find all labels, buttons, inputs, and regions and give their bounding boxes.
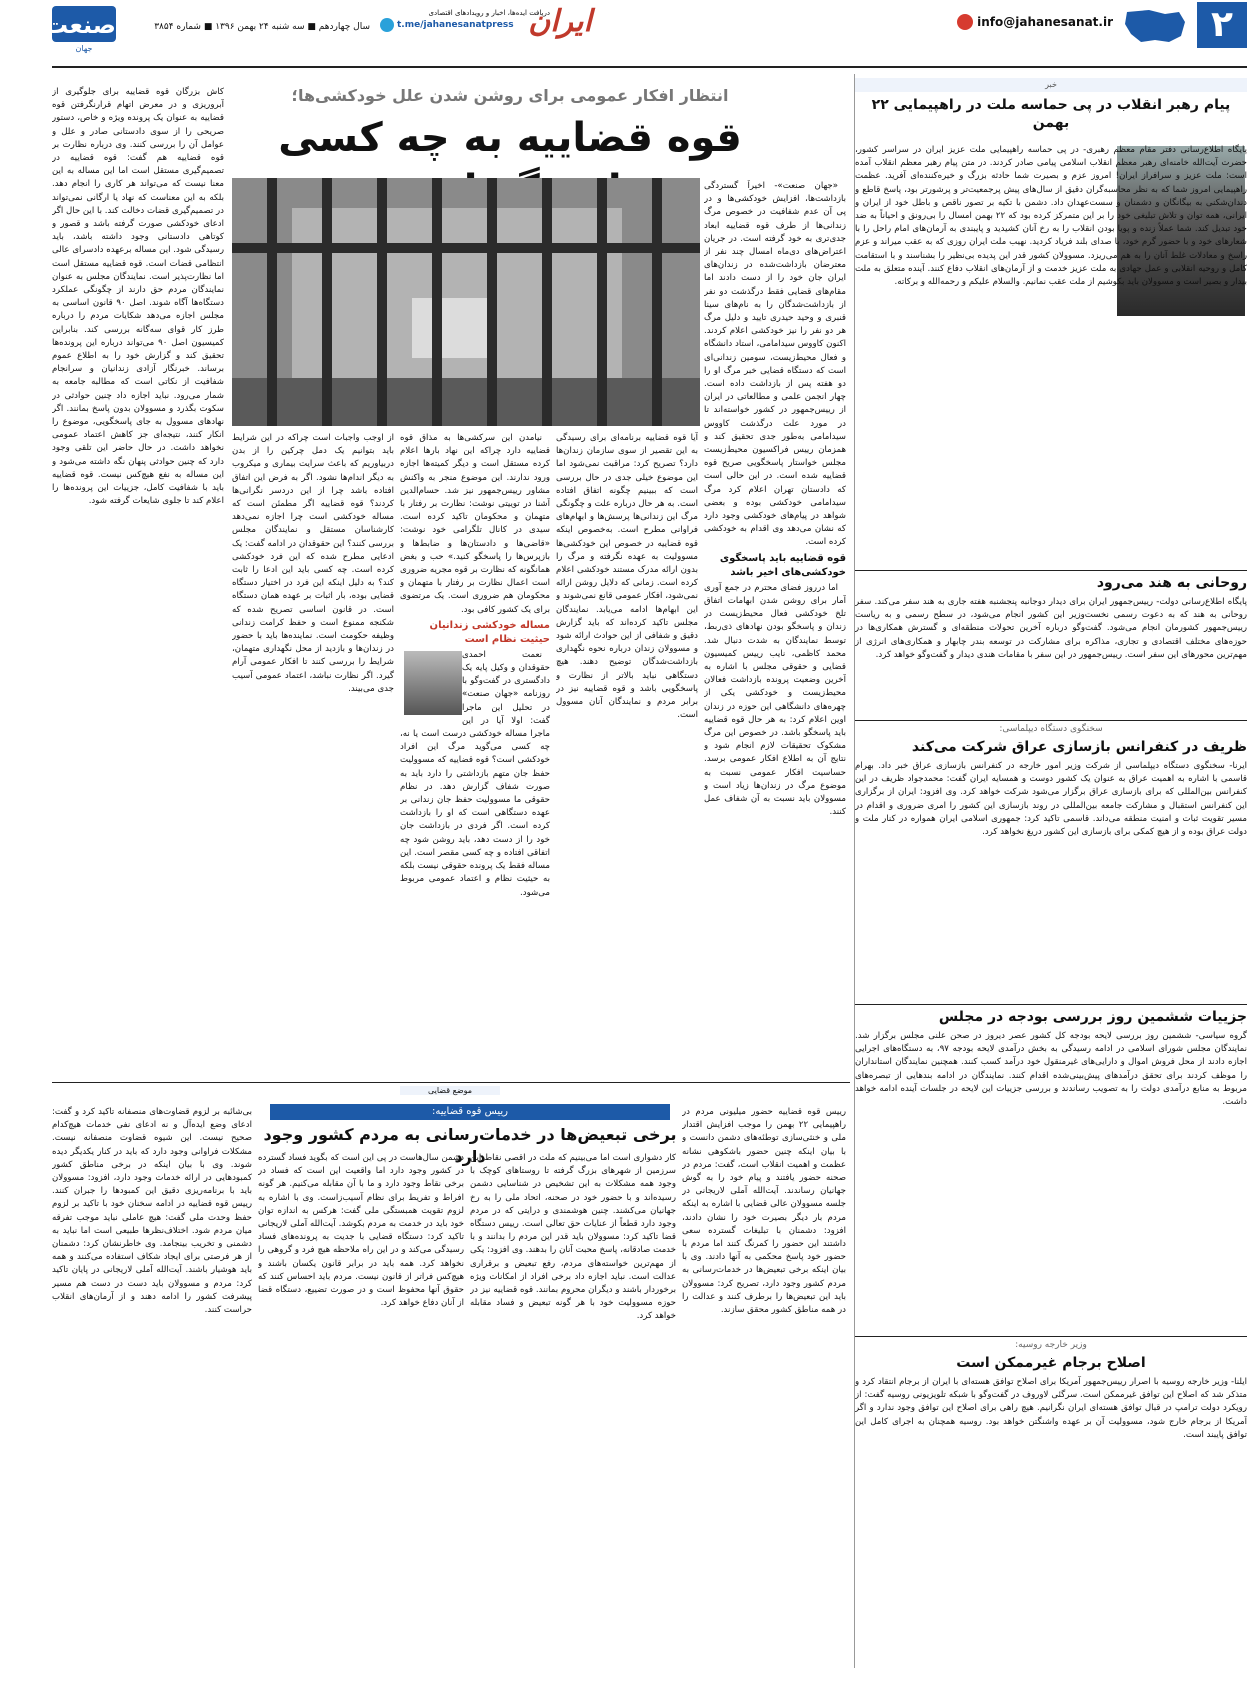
issue-info: سال چهاردهم ■ سه شنبه ۲۴ بهمن ۱۳۹۶ ■ شماره ۳۸۵۴ xyxy=(154,22,370,32)
main-col1-text: «جهان صنعت»- اخیراً گستردگی بازداشت‌ها، افزایش خودکشی‌ها و در پی آن عدم شفافیت در خصوص مرگ زندانی‌ها از طرف قوه قضاییه ابعاد جدی‌تری به خود گرفته است. در جریان اعتراض‌های دی‌ماه امسال چند نفر از معترضان بازداشت‌شده در زندان‌های ایران جان خود را از دست دادند اما مقام‌های قضایی فقط درگذشت دو نفر از بازداشت‌شدگان را به نام‌های سینا قنبری و وحید حیدری تایید و دلیل مرگ هر دو نفر را نیز خودکشی اعلام کردند. اکنون کاووس سیدامامی، استاد دانشگاه و فعال محیط‌زیست، سومین زندانی‌ای است که دستگاه قضایی خبر مرگ او را دو هفته پس از بازداشت داده است. چهار انجمن علمی و مطالعاتی در ایران از رییس‌جمهور در کشور خواسته‌اند تا در مورد علت درگذشت کاووس سیدامامی به‌طور جدی تحقیق کند و همزمان رییس فراکسیون محیط‌زیست مجلس خواستار پاسخگویی صریح قوه قضاییه شده است. در این حالی است که دادستان تهران اعلام کرد مرگ سیدامامی خودکشی بوده و بعضی شواهد در پیام‌های خودکشی وجود دارد که نشان می‌دهد وی اقدام به خودکشی کرده است. xyxy=(704,181,846,548)
main-col1b-text: اما درروز فضای محترم در جمع آوری آمار برای روشن شدن ابهامات اتفاق تلخ خودکشی فعال محیط‌زیست در زندان و پاسخگو بودن نهادهای ذی‌ربط، توسط نمایندگان به شدت دنبال شد. محمد کاظمی، نایب رییس کمیسیون قضایی و حقوقی مجلس با اشاره به آخرین وضعیت پرونده بازداشت فعالان محیط‌زیست و خودکشی یکی از چهره‌های دانشگاهی این حوزه در زندان اوین اعلام کرد: به هر حال قوه قضاییه باید پاسخگو باشد. در خصوص این مرگ مشکوک تحقیقات لازم انجام شود و نتایج آن به اطلاع افکار عمومی برسد. حساسیت افکار عمومی نسبت به موضوع مرگ در زندان‌ها زیاد است و مسوولان باید نسبت به آن شفاف عمل کنند. xyxy=(704,582,846,818)
sidebar-label: خبر xyxy=(1045,80,1057,89)
sidebar-story-3-kicker: سخنگوی دستگاه دیپلماسی: xyxy=(999,724,1103,734)
bottom-kicker: رییس قوه قضاییه: xyxy=(432,1106,508,1117)
sidebar-story-5-body: ایلنا- وزیر خارجه روسیه با اصرار رییس‌جمهور آمریکا برای اصلاح توافق هسته‌ای با ایران از برجام انتقاد کرد و متذکر شد که اصلاح این توافق غیرممکن است. سرگئی لاوروف در گفت‌وگو با شبکه تلویزیونی روسیه گفت: از رویکرد دولت ترامپ در قبال توافق هسته‌ای ایران نگرانیم. هیچ راهی برای اصلاح این توافق وجود ندارد و اگر آمریکا از برجام خارج شود، مسوولیت آن بر عهده واشنگتن خواهد بود. روسیه همچنان به اجرای کامل این توافق پایبند است. xyxy=(855,1377,1247,1440)
sidebar-story-3-body: ایرنا- سخنگوی دستگاه دیپلماسی از شرکت وزیر امور خارجه در کنفرانس بازسازی عراق خبر داد. بهرام قاسمی با اشاره به اهمیت عراق به عنوان یک کشور دوست و همسایه ایران گفت: محمدجواد ظریف در این کنفرانس بین‌المللی که برای بازسازی عراق برگزار می‌شود شرکت خواهد کرد. وی افزود: ایران از برگزاری این کنفرانس استقبال و مشارکت جامعه بین‌المللی در روند بازسازی این کشور را امری ضروری و اقدام در مسیر تقویت ثبات و امنیت منطقه می‌داند. قاسمی تاکید کرد: جمهوری اسلامی ایران همواره در کنار ملت و دولت عراق بوده و از هیچ کمکی برای بازسازی این کشور دریغ نخواهد کرد. xyxy=(855,761,1247,838)
bottom-col1: رییس قوه قضاییه حضور میلیونی مردم در راهپیمایی ۲۲ بهمن را موجب افزایش اقتدار ملی و خنثی‌سازی توطئه‌های دشمن دانست و با بیان اینکه چنین حضور باشکوهی نشانه عظمت و اهمیت انقلاب است، گفت: مردم در صحنه حضور یافتند و پیام خود را به گوش جهانیان رساندند. آیت‌الله آملی لاریجانی در جلسه مسوولان عالی قضایی با اشاره به اینکه مردم بار دیگر بصیرت خود را نشان دادند، افزود: دشمنان با تبلیغات گسترده سعی داشتند این حضور را کمرنگ کنند اما مردم با حضور خود پاسخ محکمی به آنها دادند. وی با بیان اینکه برخی تبعیض‌ها در خدمات‌رسانی به مردم کشور وجود دارد، تصریح کرد: مسوولان باید این تبعیض‌ها را برطرف کنند و عدالت را در همه مناطق کشور محقق سازند. xyxy=(682,1107,846,1316)
main-title: قوه قضاییه به چه کسی xyxy=(278,115,742,161)
sidebar-story-5-kicker: وزیر خارجه روسیه: xyxy=(1015,1340,1087,1350)
sidebar-story-2-title: روحانی به هند می‌رود xyxy=(1096,575,1247,591)
sidebar-story-3-title: ظریف در کنفرانس بازسازی عراق شرکت می‌کند xyxy=(911,739,1247,755)
main-col2: آیا قوه قضاییه برنامه‌ای برای رسیدگی به این تقصیر از سوی سازمان زندان‌ها دارد؟ تصریح کرد: مراقبت نمی‌شود اما این موضوع خیلی جدی در حال بررسی است که ببینیم چگونه اتفاق افتاده است. به هر حال درباره علت و چگونگی مرگ این زندانی‌ها پرسش‌ها و ابهام‌های فراوانی مطرح است. به‌خصوص اینکه قوه قضاییه در خصوص این خودکشی‌ها مسوولیت به عهده نگرفته و مرگ را بدون ارائه مدرک مستند خودکشی اعلام کرده است. زمانی که دلایل روشن ارائه نمی‌شود، افکار عمومی قانع نمی‌شوند و این ابهام‌ها ادامه می‌یابد. نمایندگان مجلس تاکید کرده‌اند که باید گزارش دقیق و شفافی از این حوادث ارائه شود و مسوولان زندان درباره نحوه نگهداری بازداشت‌شدگان توضیح دهند. هیچ دستگاهی نباید بالاتر از نظارت و پاسخگویی باشد و قوه قضاییه نیز در برابر مردم و نمایندگان آنان مسوول است. xyxy=(556,433,698,721)
bottom-col4: بی‌شائبه بر لزوم قضاوت‌های منصفانه تاکید کرد و گفت: ادعای وضع ایده‌آل و نه ادعای نفی خدمات هیچ‌کدام صحیح نیست. این شیوه قضاوت منصفانه نیست. مشکلات فراوانی وجود دارد که باید در کنار یکدیگر دیده شوند. وی با بیان اینکه در برخی مناطق کشور کمبودهایی در ارائه خدمات وجود دارد، افزود: مسوولان باید با برنامه‌ریزی دقیق این کمبودها را جبران کنند. رییس قوه قضاییه در ادامه سخنان خود با تاکید بر لزوم حفظ وحدت ملی گفت: هیچ عاملی نباید موجب تفرقه میان مردم شود. اختلاف‌نظرها طبیعی است اما نباید به دشمنی و تخریب بینجامد. وی خاطرنشان کرد: دشمنان از هر فرصتی برای ایجاد شکاف استفاده می‌کنند و همه باید هوشیار باشند. آیت‌الله آملی لاریجانی در پایان تاکید کرد: مردم و مسوولان باید دست در دست هم مسیر پیشرفت کشور را ادامه دهند و از آرمان‌های انقلاب حراست کنند. xyxy=(52,1107,252,1316)
main-col1-subhead: قوه قضاییه باید پاسخگوی خودکشی‌های اخیر باشد xyxy=(719,552,846,578)
sidebar-story-1-title: پیام رهبر انقلاب در پی حماسه ملت در راهپیمایی ۲۲ بهمن xyxy=(871,97,1231,131)
telegram-label: دریافت ایده‌ها، اخبار و رویدادهای اقتصادی xyxy=(428,9,550,17)
main-kicker: انتظار افکار عمومی برای روشن شدن علل خودکشی‌ها؛ xyxy=(291,86,729,105)
prison-cell-photo xyxy=(232,178,700,426)
telegram-icon xyxy=(380,18,394,32)
bottom-kicker-bar xyxy=(270,1104,670,1120)
main-col4: از اوجب واجبات است چراکه در این شرایط باید بتوانیم یک دمل چرکین را از بدن دربیاوریم که باعث سرایت بیماری و میکروب به دیگر اندام‌ها نشود. اگر به فرض این اتفاق افتاده باشد چرا از این دردسر نگرانی‌ها کردند؟ قوه قضاییه اگر مطمئن است که مساله خودکشی است چرا اجازه نمی‌دهد کارشناسان مستقل و نمایندگان مجلس بررسی کنند؟ این حقوقدان در ادامه گفت: یک ادعایی مطرح شده که این فرد خودکشی کرده است. چه کسی باید این ادعا را ثابت کند؟ به دلیل اینکه این فرد در اختیار دستگاه قضایی بوده، بار اثبات بر عهده همان دستگاه است. در قانون اساسی تصریح شده که شکنجه ممنوع است و حفظ کرامت زندانی وظیفه حکومت است. نماینده‌ها باید با حضور در زندان‌ها و بازدید از محل نگهداری متهمان، شرایط را بررسی کنند تا افکار عمومی آرام گیرد. اگر نظارت نباشد، اعتماد عمومی آسیب جدی می‌بیند. xyxy=(232,433,394,694)
bottom-col3: دشمن سال‌هاست در پی این است که بگوید فساد گسترده در کشور وجود دارد اما واقعیت این است که فساد در برخی نقاط وجود دارد و ما با آن مقابله می‌کنیم. هر گونه افراط و تفریط برای نظام آسیب‌زاست. وی با اشاره به لزوم تقویت همبستگی ملی گفت: هرکس به اندازه توان خود باید در خدمت به مردم بکوشد. آیت‌الله آملی لاریجانی تاکید کرد: دستگاه قضایی با جدیت به پرونده‌های فساد رسیدگی می‌کند و در این راه ملاحظه هیچ فرد و گروهی را نخواهد کرد. همه باید در برابر قانون یکسان باشند و هیچ‌کس فراتر از قانون نیست. مردم باید احساس کنند که حقوق آنها محفوظ است و در صورت تضییع، دستگاه قضا از آنان دفاع خواهد کرد. xyxy=(258,1153,464,1309)
sidebar-story-1-body: پایگاه اطلاع‌رسانی دفتر مقام معظم رهبری- در پی حماسه راهپیمایی ملت عزیز ایران در سراسر کشور، حضرت آیت‌الله خامنه‌ای رهبر معظم انقلاب اسلامی پیامی صادر کردند. در متن پیام رهبر معظم انقلاب آمده است: ملت عزیز و سرافراز ایران! امروز عزم و بصیرت شما حادثه بزرگ و خیره‌کننده‌ای آفرید. عظمت راهپیمایی امروز شما که به نظر محاسبه‌گران دقیق از سال‌های پیش پرجمعیت‌تر و پرشورتر بود، پاسخ قاطع و دندان‌شکنی به بیگانگان و دشمنان و سست‌عهدان داد. دشمن با تکیه بر تصور ناقص و باطل خود از ایران و ایرانی، همه توان و تلاش تبلیغی خود را بر این متمرکز کرده بود که ۲۲ بهمن امسال را بی‌رونق و احیاناً به ضد خود تبدیل کند. شما عملاً زنده و پویا بودن انقلاب را به رخ آنان کشیدید و پایبندی به آرمان‌های امام راحل را با شعارهای خود و با حضور گرم خود، با صدای بلند فریاد کردید. نهیب ملت ایران روزی که به عقب میراند و عزم راسخ و معادلات غلط آنان را به هم می‌ریزد. مسوولان کشور قدر این پدیده بی‌نظیر را بشناسند و با استقامت کامل و روحیه انقلابی و عمل جهادی به ملت عزیز خدمت و از آرمان‌های انقلاب دفاع کنند. آینده متعلق به ملت بیدار و بصیر است و مسوولان باید بکوشیم از ملت عقب نمانیم. والسلام علیکم و رحمه‌الله و برکاته. xyxy=(855,145,1247,288)
main-col3-text: نیامدن این سرکشی‌ها به مذاق قوه قضاییه دارد چراکه این نهاد بارها اعلام کرده مستقل است و دیگر کمیته‌ها اجازه ورود ندارند. این موضوع منجر به واکنش مشاور رییس‌جمهور نیز شد. حسام‌الدین آشنا در توییتی نوشت: نظارت بر رفتار با متهمان و محکومان تاکید کرده است. سیدی در کانال تلگرامی خود نوشت: «قاضی‌ها و دادستان‌ها و ضابط‌ها و بازپرس‌ها را پاسخگو کنید.» حب و بغض همانگونه که نظارت بر قوه مجریه ضروری است اعمال نظارت بر رفتار با متهمان و محکومان هم ضروری است. یک مرتضوی برای یک کشور کافی بود. xyxy=(400,433,550,615)
masthead-logo xyxy=(44,6,116,42)
sidebar-story-5-title: اصلاح برجام غیرممکن است xyxy=(956,1355,1146,1371)
logo-small: جهان xyxy=(75,44,93,53)
main-col5: کاش بزرگان قوه قضاییه برای جلوگیری از آبروریزی و در معرض اتهام قرارنگرفتن قوه قضاییه به عنوان یک پرونده ویژه و خاص، دستور صریحی را از سوی دادستانی صادر و علل و عوامل آن را بررسی کنند. وی درباره نظارت بر قوه قضاییه هم گفت: قوه قضاییه در تصمیم‌گیری مستقل است اما این مساله به این معنا نیست که می‌تواند هر کاری را انجام دهد. بلکه به این معناست که نهاد یا ارگانی نمی‌تواند در تصمیم‌گیری قضات دخالت کند. با این حال اگر ادعای خودکشی صورت گرفته باشد و قصور و کوتاهی دادستانی وجود داشته باشد، باید رسیدگی شود. این مساله برعهده دادسرای عالی انتظامی قضات است. قوه قضاییه مستقل است اما نظارت‌پذیر است. نمایندگان مجلس به عنوان نمایندگان مردم حق دارند از چگونگی عملکرد دستگاه‌ها آگاه شوند. اصل ۹۰ قانون اساسی به مجلس اجازه می‌دهد شکایات مردم را درباره طرز کار قوای سه‌گانه بررسی کند. بنابراین کمیسیون اصل ۹۰ می‌تواند درباره این پرونده‌ها تحقیق کند و گزارش خود را به اطلاع عموم برساند. خبرنگار آزادی زندانیان و سرانجام شفافیت از نکاتی است که مطالبه جامعه به شمار می‌رود. نباید اجازه داد چنین حوادثی در سکوت بگذرد و مسوولان بدون پاسخ بمانند. اگر نهادهای مسوول به جای پاسخگویی، موضوع را انکار کنند، نتیجه‌ای جز کاهش اعتماد عمومی نخواهد داشت. در حال حاضر این تلقی وجود دارد که چنین حوادثی پنهان نگه داشته می‌شود و این مساله به نفع هیچ‌کس نیست. قوه قضاییه باید با شفافیت کامل، جزییات این پرونده‌ها را اعلام کند تا جلوی شایعات گرفته شود. xyxy=(52,87,224,507)
main-col3b-text: نعمت احمدی حقوقدان و وکیل پایه یک دادگستری در گفت‌وگو با روزنامه «جهان صنعت» در تحلیل این ماجرا گفت: اولا آیا در این ماجرا مساله خودکشی درست است یا نه، چه کسی می‌گوید مرگ این افراد خودکشی است؟ قوه قضاییه که مسوولیت حفظ جان متهم بازداشتی را دارد باید به صورت شفاف گزارش دهد. در نظام حقوقی ما مسوولیت حفظ جان زندانی بر عهده دستگاهی است که او را بازداشت کرده است. اگر فردی در بازداشت جان خود را از دست دهد، باید روشن شود چه اتفاقی افتاده و چه کسی مقصر است. این مساله فقط یک پرونده حقوقی نیست بلکه به حیثیت نظام و اعتماد عمومی مربوط می‌شود. xyxy=(400,649,550,898)
sidebar-label-bar xyxy=(855,78,1247,92)
section-title: ایران xyxy=(528,4,592,39)
main-col3-subhead: مساله خودکشی زندانیان حیثیت نظام است xyxy=(429,619,550,645)
main-col1 xyxy=(704,180,846,1070)
sidebar-story-4-body: گروه سیاسی- ششمین روز بررسی لایحه بودجه کل کشور عصر دیروز در صحن علنی مجلس برگزار شد. نمایندگان مجلس شورای اسلامی در ادامه رسیدگی به بخش درآمدی لایحه بودجه ۹۷، به دستگاه‌های اجرایی اجازه دادند از محل فروش اموال و دارایی‌های غیرمنقول خود درآمد کسب کنند. همچنین نمایندگان استانداران را موظف کردند برای تحقق درآمدهای پیش‌بینی‌شده اقدام کنند. نمایندگان در ادامه بندهایی از تبصره‌های مربوط به منابع درآمدی دولت را به تصویب رساندند و بررسی جزییات این لایحه در جلسات آینده ادامه خواهد داشت. xyxy=(855,1031,1247,1108)
bottom-col2: کار دشواری است اما می‌بینیم که ملت در اقصی نقاط این سرزمین از شهرهای بزرگ گرفته تا روستاهای کوچک با وجود همه مشکلات به این تشخیص در شناسایی دشمن رسیده‌اند و با حضور خود در صحنه، اتحاد ملی را به رخ جهانیان می‌کشند. چنین هوشمندی و درایتی که در مردم وجود دارد قطعاً از عنایات حق تعالی است. رییس دستگاه قضا تاکید کرد: مسوولان باید قدر این مردم را بدانند و با خدمت صادقانه، پاسخ محبت آنان را بدهند. وی افزود: یکی از مهم‌ترین خواسته‌های مردم، رفع تبعیض و برقراری عدالت است. نباید اجازه داد برخی افراد از امکانات ویژه برخوردار باشند و دیگران محروم بمانند. قوه قضاییه نیز در حوزه مسوولیت خود با هر گونه تبعیض و فساد مقابله خواهد کرد. xyxy=(470,1153,676,1322)
telegram-link[interactable]: t.me/jahanesanatpress xyxy=(397,20,514,30)
email-address: info@jahanesanat.ir xyxy=(977,15,1113,29)
bottom-label: موضع قضایی xyxy=(400,1086,500,1095)
sidebar-story-1 xyxy=(855,96,1247,132)
email-contact[interactable] xyxy=(957,14,1113,30)
logo-text: صنعت xyxy=(44,11,116,39)
sidebar-story-4-title: جزییات ششمین روز بررسی بودجه در مجلس xyxy=(938,1009,1247,1025)
main-col3 xyxy=(400,432,550,1070)
bottom-title: برخی تبعیض‌ها در خدمات‌رسانی به مردم کشور وجود دارد xyxy=(263,1125,677,1166)
sidebar-story-2-body: پایگاه اطلاع‌رسانی دولت- رییس‌جمهور ایران برای دیدار دوجانبه پنجشنبه هفته جاری به هند سفر می‌کند. سفر روحانی به هند که به دعوت رسمی نخست‌وزیر این کشور انجام می‌شود، در سطح رسمی و به ریاست رییس‌جمهور کشورمان انجام می‌شود. گفت‌وگو درباره آخرین تحولات منطقه‌ای و گسترش همکاری‌ها در حوزه‌های مختلف اقتصادی و تجاری، مذاکره برای مشارکت در توسعه بندر چابهار و همکاری‌های انرژی از مهم‌ترین محورهای این سفر است. رییس‌جمهور در این سفر با مقامات هندی دیدار و گفت‌وگو خواهد کرد. xyxy=(855,597,1247,660)
page-number: ۲ xyxy=(1197,2,1247,48)
iran-map-icon xyxy=(1119,6,1189,46)
telegram-promo[interactable] xyxy=(380,8,550,32)
mail-icon xyxy=(957,14,973,30)
lawyer-photo xyxy=(404,651,462,715)
